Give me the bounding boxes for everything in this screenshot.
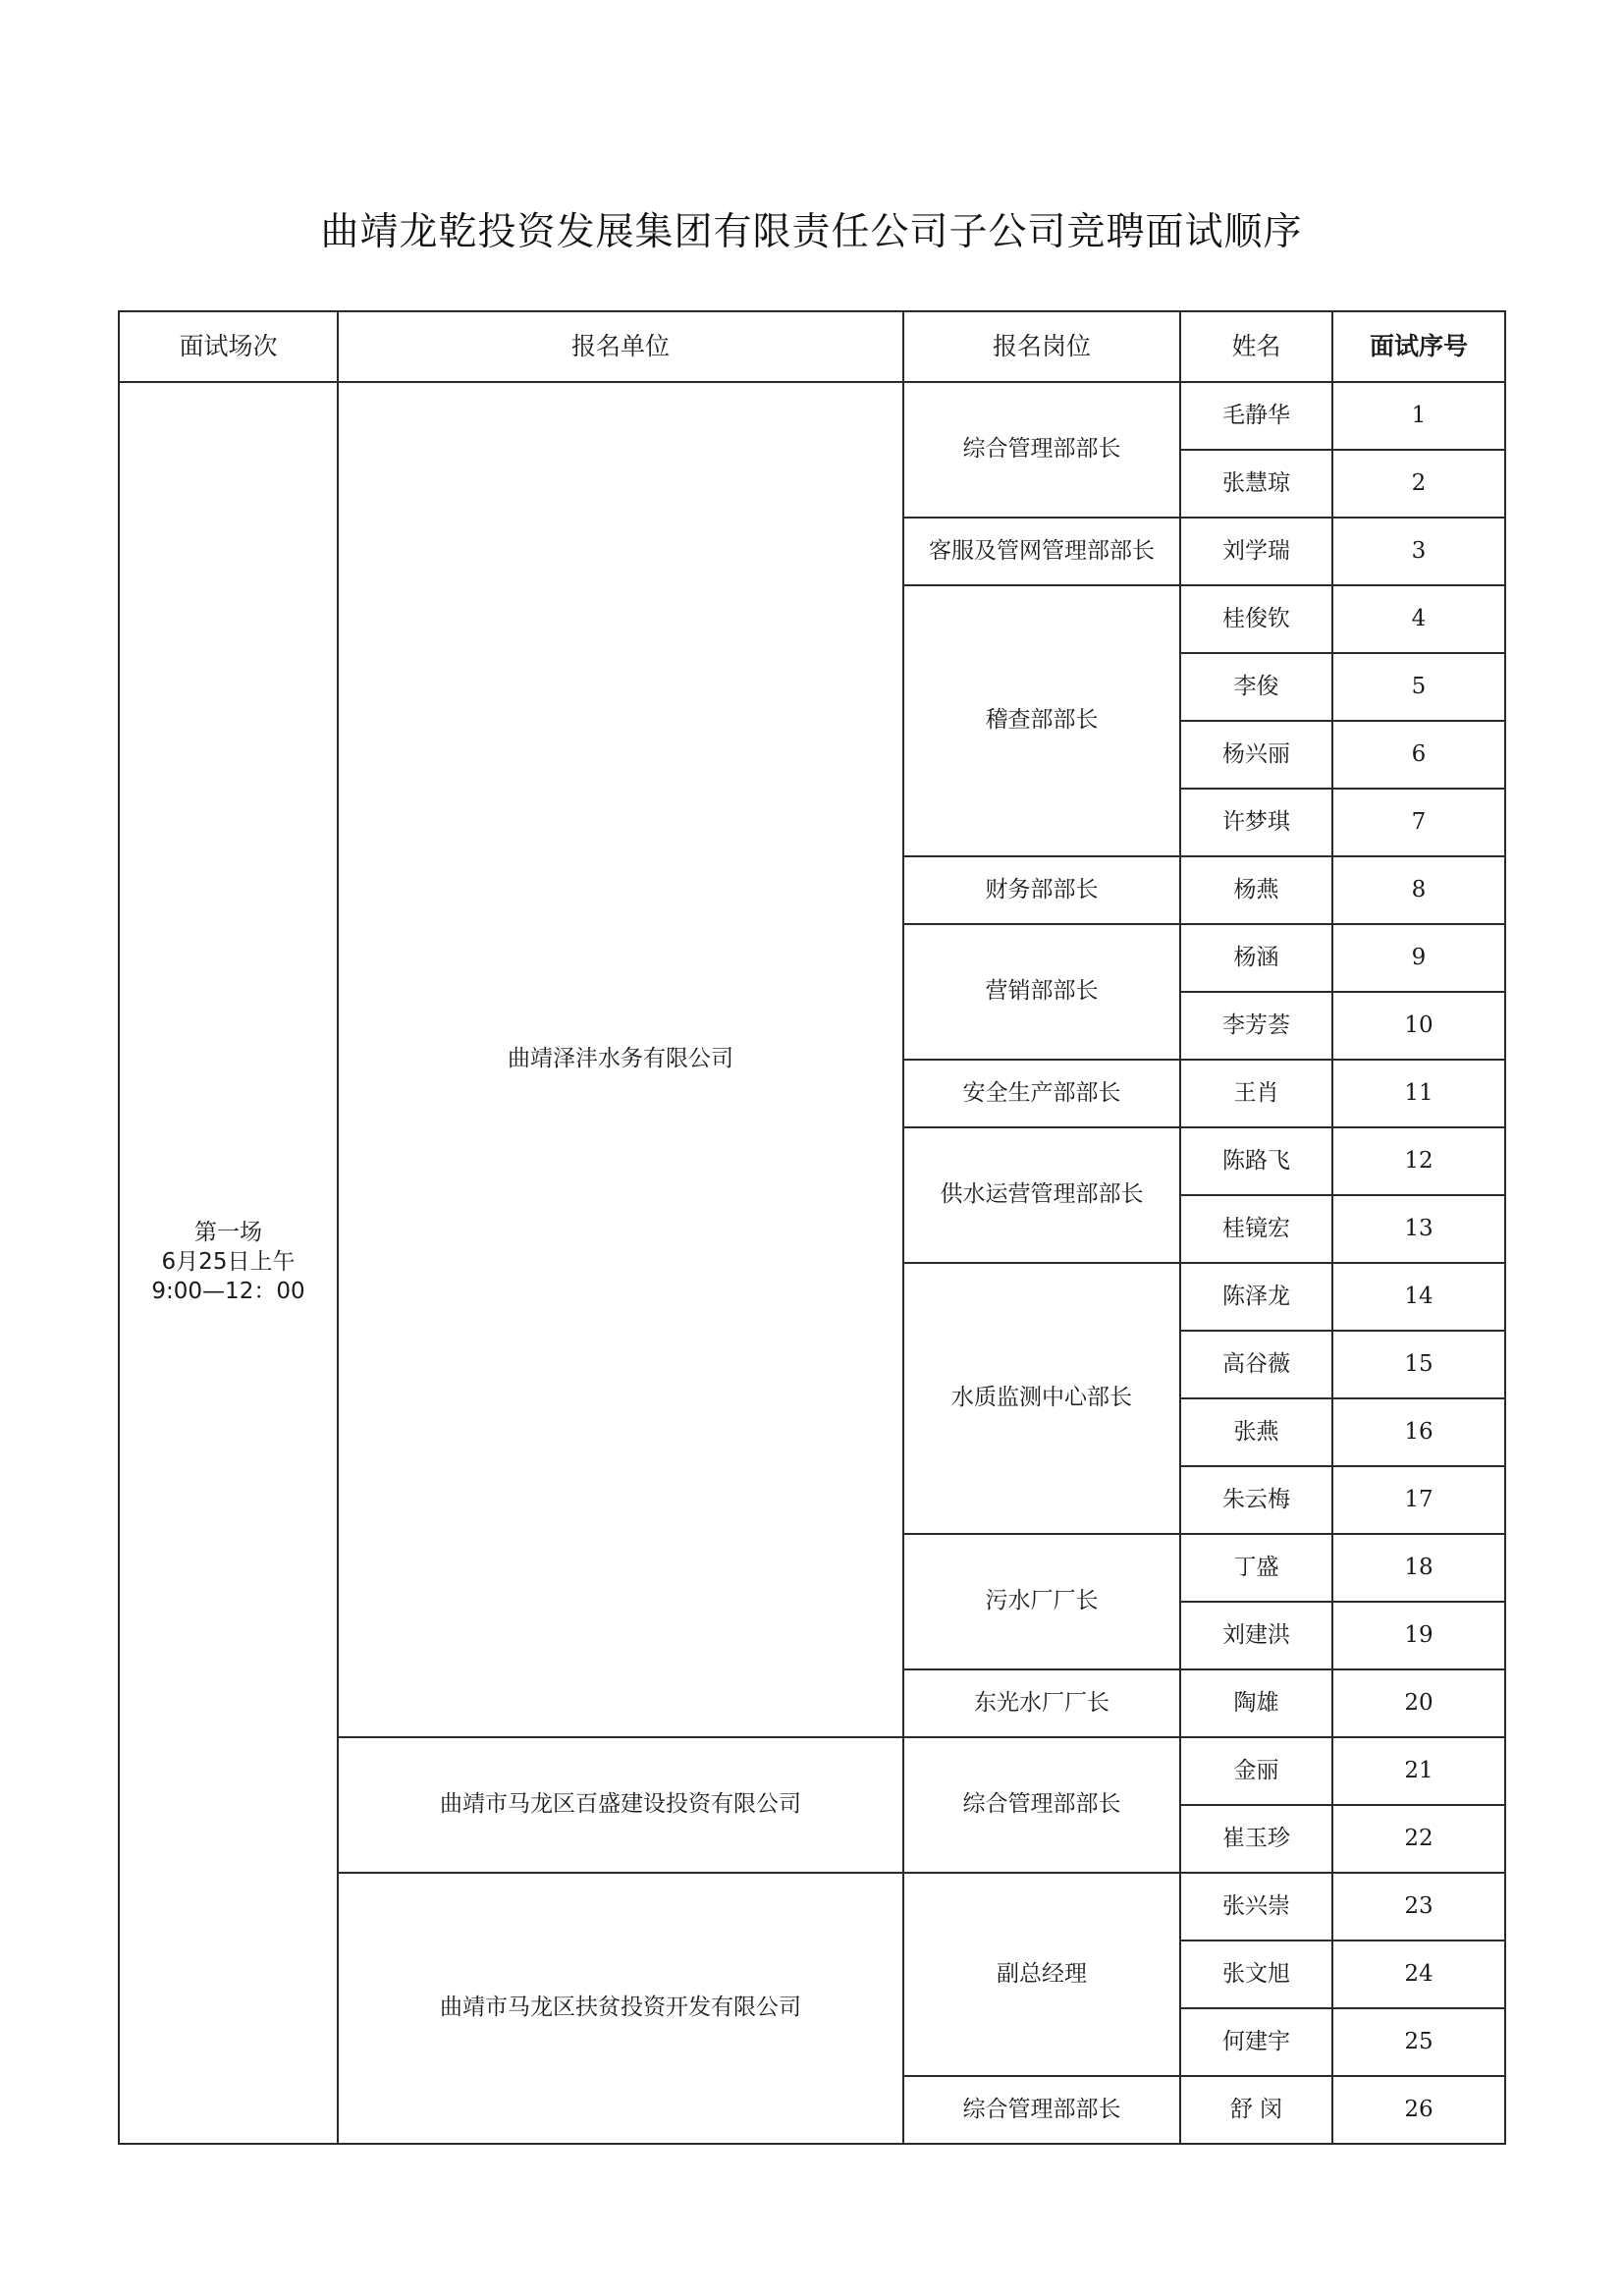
name-cell: 金丽 — [1180, 1737, 1332, 1805]
order-cell: 11 — [1332, 1060, 1505, 1127]
order-cell: 16 — [1332, 1398, 1505, 1466]
position-cell: 东光水厂厂长 — [903, 1669, 1180, 1737]
order-cell: 15 — [1332, 1331, 1505, 1398]
order-cell: 18 — [1332, 1534, 1505, 1602]
session-line-1: 第一场 — [194, 1220, 262, 1246]
name-cell: 崔玉珍 — [1180, 1805, 1332, 1873]
position-cell: 综合管理部部长 — [903, 382, 1180, 518]
position-cell: 污水厂厂长 — [903, 1534, 1180, 1669]
name-cell: 王肖 — [1180, 1060, 1332, 1127]
name-cell: 许梦琪 — [1180, 789, 1332, 856]
order-cell: 20 — [1332, 1669, 1505, 1737]
session-cell — [119, 382, 338, 2144]
name-cell: 张兴崇 — [1180, 1873, 1332, 1941]
session-line-2: 6月25日上午 — [161, 1249, 296, 1276]
name-cell: 张燕 — [1180, 1398, 1332, 1466]
position-cell: 稽查部部长 — [903, 585, 1180, 856]
order-cell: 23 — [1332, 1873, 1505, 1941]
name-cell: 李芳荟 — [1180, 992, 1332, 1060]
position-cell: 安全生产部部长 — [903, 1060, 1180, 1127]
name-cell: 陈泽龙 — [1180, 1263, 1332, 1331]
order-cell: 9 — [1332, 924, 1505, 992]
name-cell: 张慧琼 — [1180, 450, 1332, 518]
position-cell: 副总经理 — [903, 1873, 1180, 2076]
table-row — [119, 382, 1505, 450]
position-cell: 营销部部长 — [903, 924, 1180, 1060]
name-cell: 陈路飞 — [1180, 1127, 1332, 1195]
order-cell: 12 — [1332, 1127, 1505, 1195]
name-cell: 朱云梅 — [1180, 1466, 1332, 1534]
position-cell: 财务部部长 — [903, 856, 1180, 924]
order-cell: 17 — [1332, 1466, 1505, 1534]
unit-cell: 曲靖泽沣水务有限公司 — [338, 382, 903, 1737]
header-name: 姓名 — [1180, 311, 1332, 382]
header-order: 面试序号 — [1332, 311, 1505, 382]
order-cell: 14 — [1332, 1263, 1505, 1331]
name-cell: 杨兴丽 — [1180, 721, 1332, 789]
order-cell: 25 — [1332, 2008, 1505, 2076]
position-cell: 综合管理部部长 — [903, 2076, 1180, 2144]
name-cell: 刘建洪 — [1180, 1602, 1332, 1669]
order-cell: 26 — [1332, 2076, 1505, 2144]
order-cell: 22 — [1332, 1805, 1505, 1873]
order-cell: 6 — [1332, 721, 1505, 789]
order-cell: 24 — [1332, 1941, 1505, 2008]
name-cell: 桂镜宏 — [1180, 1195, 1332, 1263]
header-session: 面试场次 — [119, 311, 338, 382]
order-cell: 1 — [1332, 382, 1505, 450]
order-cell: 19 — [1332, 1602, 1505, 1669]
position-cell: 综合管理部部长 — [903, 1737, 1180, 1873]
header-unit: 报名单位 — [338, 311, 903, 382]
header-position: 报名岗位 — [903, 311, 1180, 382]
name-cell: 刘学瑞 — [1180, 518, 1332, 585]
name-cell: 桂俊钦 — [1180, 585, 1332, 653]
order-cell: 2 — [1332, 450, 1505, 518]
name-cell: 毛静华 — [1180, 382, 1332, 450]
name-cell: 陶雄 — [1180, 1669, 1332, 1737]
order-cell: 8 — [1332, 856, 1505, 924]
name-cell: 李俊 — [1180, 653, 1332, 721]
interview-order-table — [118, 310, 1506, 2145]
position-cell: 客服及管网管理部部长 — [903, 518, 1180, 585]
order-cell: 3 — [1332, 518, 1505, 585]
order-cell: 7 — [1332, 789, 1505, 856]
order-cell: 5 — [1332, 653, 1505, 721]
order-cell: 13 — [1332, 1195, 1505, 1263]
name-cell: 杨燕 — [1180, 856, 1332, 924]
unit-cell: 曲靖市马龙区百盛建设投资有限公司 — [338, 1737, 903, 1873]
name-cell: 张文旭 — [1180, 1941, 1332, 2008]
order-cell: 4 — [1332, 585, 1505, 653]
order-cell: 21 — [1332, 1737, 1505, 1805]
unit-cell: 曲靖市马龙区扶贫投资开发有限公司 — [338, 1873, 903, 2144]
session-line-3: 9:00—12：00 — [151, 1278, 305, 1304]
header-row — [119, 311, 1505, 382]
name-cell: 高谷薇 — [1180, 1331, 1332, 1398]
position-cell: 水质监测中心部长 — [903, 1263, 1180, 1534]
page-title: 曲靖龙乾投资发展集团有限责任公司子公司竞聘面试顺序 — [320, 210, 1303, 254]
order-cell: 10 — [1332, 992, 1505, 1060]
name-cell: 何建宇 — [1180, 2008, 1332, 2076]
name-cell: 舒 闵 — [1180, 2076, 1332, 2144]
name-cell: 杨涵 — [1180, 924, 1332, 992]
name-cell: 丁盛 — [1180, 1534, 1332, 1602]
position-cell: 供水运营管理部部长 — [903, 1127, 1180, 1263]
